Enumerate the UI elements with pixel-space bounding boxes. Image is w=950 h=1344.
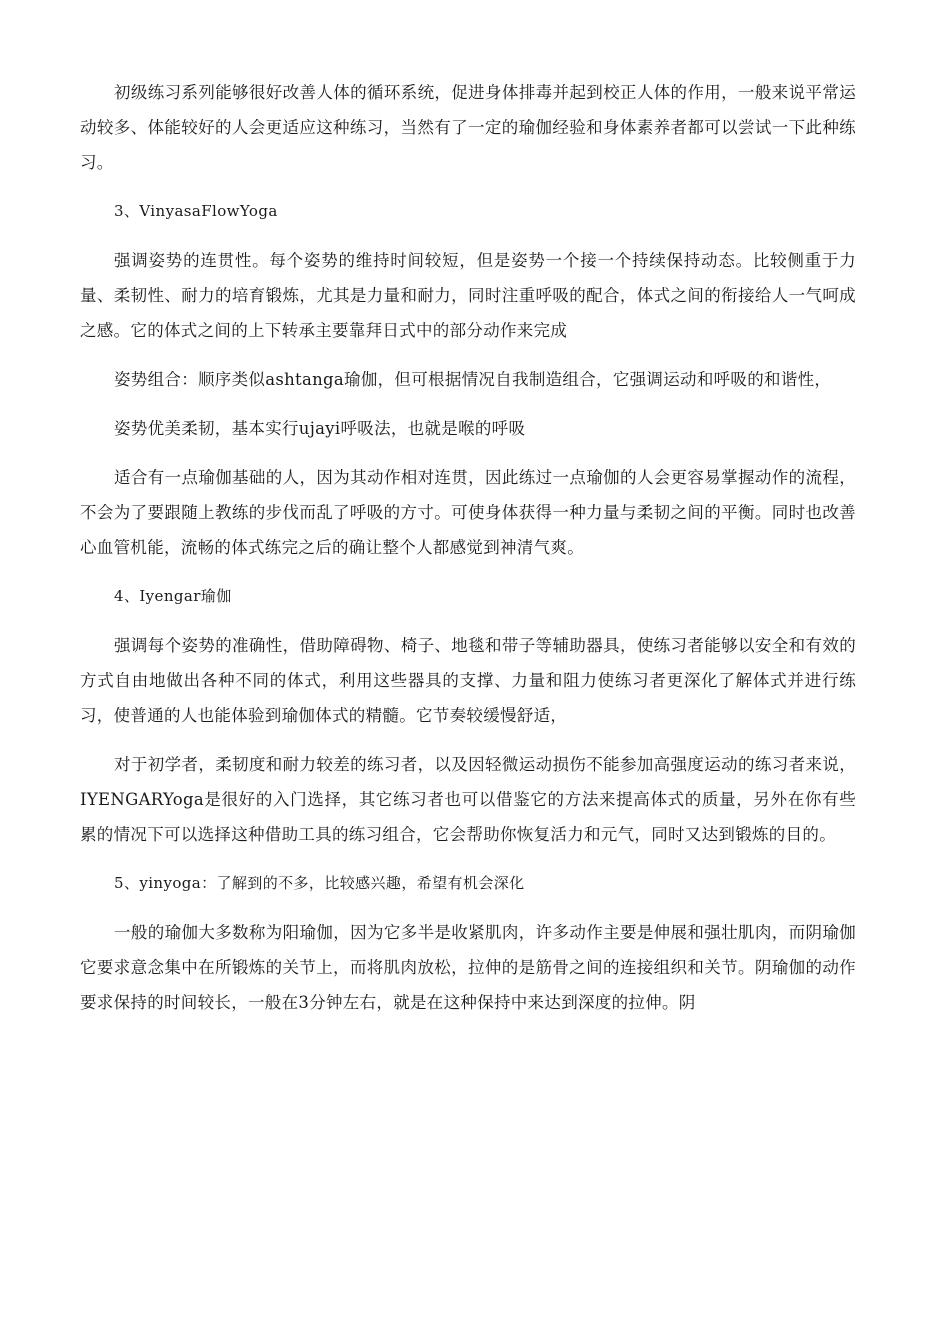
paragraph-iyengar-beginners: 对于初学者，柔韧度和耐力较差的练习者，以及因轻微运动损伤不能参加高强度运动的练习者来说，IYENGARYoga是很好的入门选择，其它练习者也可以借鉴它的方法来提高体式的质量，另外在你有些累的情况下可以选择这种借助工具的练习组合，它会帮助你恢复活力和元气，同时又达到锻炼的目的。 — [80, 755, 856, 844]
paragraph-vinyasa-breathing: 姿势优美柔韧，基本实行ujayi呼吸法，也就是喉的呼吸 — [114, 419, 526, 438]
paragraph-circulation: 初级练习系列能够很好改善人体的循环系统，促进身体排毒并起到校正人体的作用，一般来说平常运动较多、体能较好的人会更适应这种练习，当然有了一定的瑜伽经验和身体素养者都可以尝试一下此种练习。 — [80, 83, 856, 172]
paragraph-vinyasa-suitable: 适合有一点瑜伽基础的人，因为其动作相对连贯，因此练过一点瑜伽的人会更容易掌握动作的流程，不会为了要跟随上教练的步伐而乱了呼吸的方寸。可使身体获得一种力量与柔韧之间的平衡。同时也改善心血管机能，流畅的体式练完之后的确让整个人都感觉到神清气爽。 — [80, 468, 856, 557]
heading-yinyoga: 5、yinyoga：了解到的不多，比较感兴趣，希望有机会深化 — [114, 874, 525, 892]
document-page — [80, 75, 856, 1034]
paragraph-iyengar-intro: 强调每个姿势的准确性，借助障碍物、椅子、地毯和带子等辅助器具，使练习者能够以安全和有效的方式自由地做出各种不同的体式，利用这些器具的支撑、力量和阻力使练习者更深化了解体式并进行练习，使普通的人也能体验到瑜伽体式的精髓。它节奏较缓慢舒适， — [80, 636, 856, 725]
heading-iyengar: 4、Iyengar瑜伽 — [114, 587, 232, 605]
paragraph-vinyasa-combination: 姿势组合：顺序类似ashtanga瑜伽，但可根据情况自我制造组合，它强调运动和呼吸的和谐性， — [114, 370, 832, 389]
heading-vinyasa: 3、VinyasaFlowYoga — [114, 202, 278, 220]
paragraph-vinyasa-intro: 强调姿势的连贯性。每个姿势的维持时间较短，但是姿势一个接一个持续保持动态。比较侧重于力量、柔韧性、耐力的培育锻炼，尤其是力量和耐力，同时注重呼吸的配合，体式之间的衔接给人一气呵成之感。它的体式之间的上下转承主要靠拜日式中的部分动作来完成 — [80, 251, 856, 340]
paragraph-yinyoga-intro: 一般的瑜伽大多数称为阳瑜伽，因为它多半是收紧肌肉，许多动作主要是伸展和强壮肌肉，而阴瑜伽它要求意念集中在所锻炼的关节上，而将肌肉放松，拉伸的是筋骨之间的连接组织和关节。阴瑜伽的动作要求保持的时间较长，一般在3分钟左右，就是在这种保持中来达到深度的拉伸。阴 — [80, 923, 856, 1012]
